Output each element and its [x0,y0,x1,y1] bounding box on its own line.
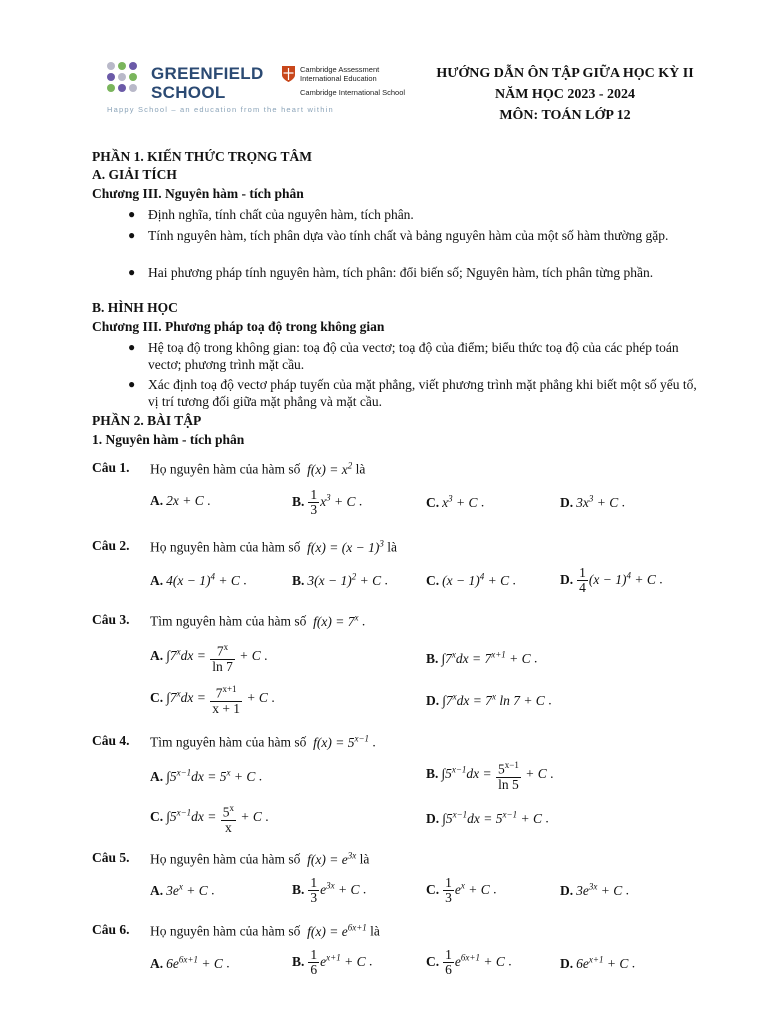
question-number: Câu 1. [92,460,130,475]
q2-option-a[interactable]: A. $4(x - 1)^4 + C$ . [150,571,247,588]
bullet-item: ● Hai phương pháp tính nguyên hàm, tích phân: đổi biến số; Nguyên hàm, tích phân từng phần. [128,265,654,280]
cambridge-shield-icon [282,66,295,82]
brand-name-line1: GREENFIELD [151,64,264,83]
brand-name-line2: SCHOOL [151,83,226,102]
q1-option-b[interactable]: B. $\frac{1}{3}$ $x^3 + C$ . [292,487,363,517]
q6-option-b[interactable]: B. $\frac{1}{6}$ $e^{x+1} + C$ . [292,947,373,977]
bullet-icon: ● [128,265,136,279]
q4-option-a[interactable]: A. $\int 5^{x-1}dx = 5^x + C$ . [150,767,263,784]
question-number: Câu 4. [92,733,130,748]
q3-option-c[interactable]: C. $\int 7^xdx$ = $\frac{7^{x+1}}{x + 1}$ + C . [150,684,275,716]
bullet-item: ● Xác định toạ độ vectơ pháp tuyến của mặt phẳng, viết phương trình mặt phẳng khi biết một số yếu tố, vị trí tương đối giữa mặt phẳng và mặt cầu. [128,377,697,409]
bullet-icon: ● [128,228,136,242]
question-number: Câu 3. [92,612,130,627]
q5-option-b[interactable]: B. $\frac{1}{3}$ $e^{3x} + C$ . [292,875,367,905]
q6-option-c[interactable]: C. $\frac{1}{6}$ $e^{6x+1} + C$ . [426,947,512,977]
q5-option-c[interactable]: C. $\frac{1}{3}$ $e^x + C$ . [426,875,497,905]
q2-option-c[interactable]: C. $(x - 1)^4 + C$ . [426,571,516,588]
question-stem: Tìm nguyên hàm của hàm số $f(x) = 5^{x-1}$ . [150,733,376,750]
bullet-item: ● Tính nguyên hàm, tích phân dựa vào tính chất và bảng nguyên hàm của một số hàm thường gặp. [128,228,669,243]
cambridge-text-3: Cambridge International School [300,88,406,97]
question-stem: Tìm nguyên hàm của hàm số $f(x) = 7^x$ . [150,612,366,629]
cambridge-text-1: Cambridge Assessment [300,65,380,74]
question-stem: Họ nguyên hàm của hàm số $f(x) = x^2$ là [150,460,366,477]
q5-option-d[interactable]: D. $3e^{3x} + C$ . [560,881,629,898]
question-stem: Họ nguyên hàm của hàm số $f(x) = e^{6x+1}$ là [150,922,380,939]
bullet-icon: ● [128,207,136,221]
bullet-item: ● Định nghĩa, tính chất của nguyên hàm, tích phân. [128,207,414,222]
q4-option-d[interactable]: D. $\int 5^{x-1}dx = 5^{x-1} + C$ . [426,809,549,826]
q5-option-a[interactable]: A. $3e^x + C$ . [150,881,215,898]
document-header [0,0,768,140]
q1-option-d[interactable]: D. $3x^3 + C$ . [560,493,625,510]
q6-option-a[interactable]: A. $6e^{6x+1} + C$ . [150,954,230,971]
title-line-3: MÔN: TOÁN LỚP 12 [499,108,631,123]
bullet-icon: ● [128,377,136,391]
q2-option-b[interactable]: B. $3(x - 1)^2 + C$ . [292,571,388,588]
part2-heading: PHẦN 2. BÀI TẬP [92,413,202,428]
q2-option-d[interactable]: D. $\frac{1}{4}$ $(x - 1)^4 + C$ . [560,565,663,595]
q3-option-b[interactable]: B. $\int 7^xdx = 7^{x+1} + C$ . [426,649,538,666]
cambridge-text-2: International Education [300,74,377,83]
question-number: Câu 2. [92,538,130,553]
school-tagline: Happy School – an education from the heart within [107,105,334,114]
title-line-1: HƯỚNG DẪN ÔN TẬP GIỮA HỌC KỲ II [436,66,694,81]
q3-option-a[interactable]: A. $\int 7^xdx$ = $\frac{7^x}{\ln 7}$ + C . [150,642,268,674]
part1-heading: PHẦN 1. KIẾN THỨC TRỌNG TÂM [92,149,313,164]
q6-option-d[interactable]: D. $6e^{x+1} + C$ . [560,954,636,971]
logo-dots-icon [107,62,147,102]
school-logo [107,60,406,118]
document-title [420,63,710,126]
bullet-item: ● Hệ toạ độ trong không gian: toạ độ của vectơ; toạ độ của điểm; biểu thức toạ độ của các phép toán vectơ; phương trình mặt cầu. [128,340,679,372]
section-a-chapter: Chương III. Nguyên hàm - tích phân [92,186,304,201]
part2-subheading: 1. Nguyên hàm - tích phân [92,432,245,447]
section-b-chapter: Chương III. Phương pháp toạ độ trong không gian [92,319,385,334]
section-a-heading: A. GIẢI TÍCH [92,167,177,182]
section-b-heading: B. HÌNH HỌC [92,300,178,315]
question-number: Câu 6. [92,922,130,937]
q4-option-b[interactable]: B. $\int 5^{x-1}dx$ = $\frac{5^{x-1}}{\ln 5}$ + C . [426,760,554,792]
q4-option-c[interactable]: C. $\int 5^{x-1}dx$ = $\frac{5^x}{x}$ + C . [150,803,269,835]
question-stem: Họ nguyên hàm của hàm số $f(x) = e^{3x}$ là [150,850,370,867]
q1-option-c[interactable]: C. $x^3 + C$ . [426,493,485,510]
bullet-icon: ● [128,340,136,354]
title-line-2: NĂM HỌC 2023 - 2024 [495,87,635,102]
question-number: Câu 5. [92,850,130,865]
q1-option-a[interactable]: A. 2x + C . [150,493,211,508]
question-stem: Họ nguyên hàm của hàm số $f(x) = (x - 1)^3$ là [150,538,397,555]
q3-option-d[interactable]: D. $\int 7^xdx = 7^x$ ln 7 + C . [426,691,552,708]
